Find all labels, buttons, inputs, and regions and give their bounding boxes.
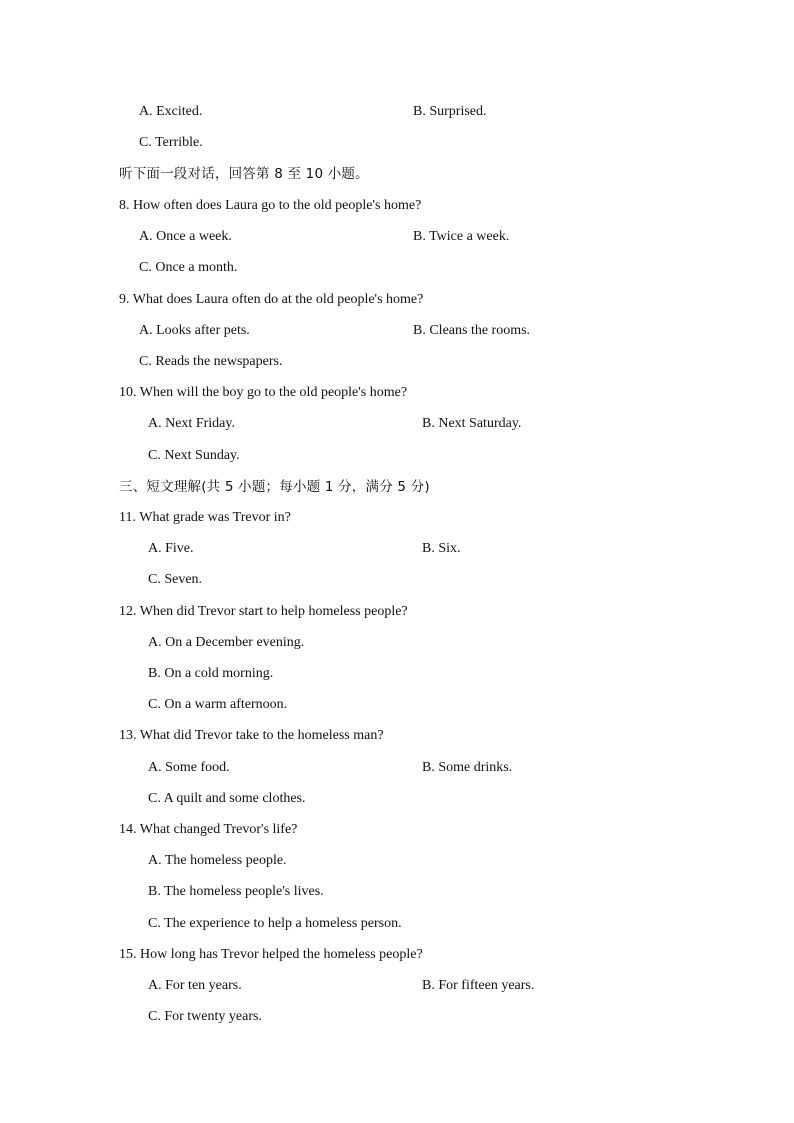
question-14-option-c: C. The experience to help a homeless person. [148,916,402,931]
question-14-option-a: A. The homeless people. [148,853,287,868]
question-14-stem: 14. What changed Trevor's life? [119,822,298,837]
question-12-option-c: C. On a warm afternoon. [148,697,288,712]
question-9-option-b: B. Cleans the rooms. [413,323,531,338]
question-11-option-c: C. Seven. [148,572,203,587]
question-9-option-a: A. Looks after pets. [139,323,250,338]
question-13-option-a: A. Some food. [148,760,230,775]
question-10-option-c: C. Next Sunday. [148,448,240,463]
listening-instruction: 听下面一段对话，回答第 8 至 10 小题。 [119,166,369,182]
question-13-stem: 13. What did Trevor take to the homeless man? [119,728,384,743]
question-9-option-c: C. Reads the newspapers. [139,354,283,369]
question-8-stem: 8. How often does Laura go to the old people's home? [119,198,422,213]
question-12-option-b: B. On a cold morning. [148,666,274,681]
question-11-stem: 11. What grade was Trevor in? [119,510,291,525]
question-15-option-c: C. For twenty years. [148,1009,262,1024]
question-10-option-a: A. Next Friday. [148,416,235,431]
question-11-option-b: B. Six. [422,541,461,556]
question-13-option-b: B. Some drinks. [422,760,513,775]
question-13-option-c: C. A quilt and some clothes. [148,791,306,806]
question-10-option-b: B. Next Saturday. [422,416,522,431]
question-8-option-c: C. Once a month. [139,260,238,275]
question-14-option-b: B. The homeless people's lives. [148,884,324,899]
question-15-option-a: A. For ten years. [148,978,242,993]
question-9-stem: 9. What does Laura often do at the old people's home? [119,292,424,307]
question-8-option-a: A. Once a week. [139,229,232,244]
q7-option-c: C. Terrible. [139,135,203,150]
question-11-option-a: A. Five. [148,541,194,556]
question-10-stem: 10. When will the boy go to the old people's home? [119,385,408,400]
q7-option-b: B. Surprised. [413,104,487,119]
question-15-option-b: B. For fifteen years. [422,978,535,993]
question-8-option-b: B. Twice a week. [413,229,510,244]
question-12-stem: 12. When did Trevor start to help homeless people? [119,604,408,619]
q7-option-a: A. Excited. [139,104,203,119]
question-12-option-a: A. On a December evening. [148,635,305,650]
section-three-heading: 三、短文理解(共 5 小题；每小题 1 分，满分 5 分) [119,479,430,495]
question-15-stem: 15. How long has Trevor helped the homeless people? [119,947,423,962]
